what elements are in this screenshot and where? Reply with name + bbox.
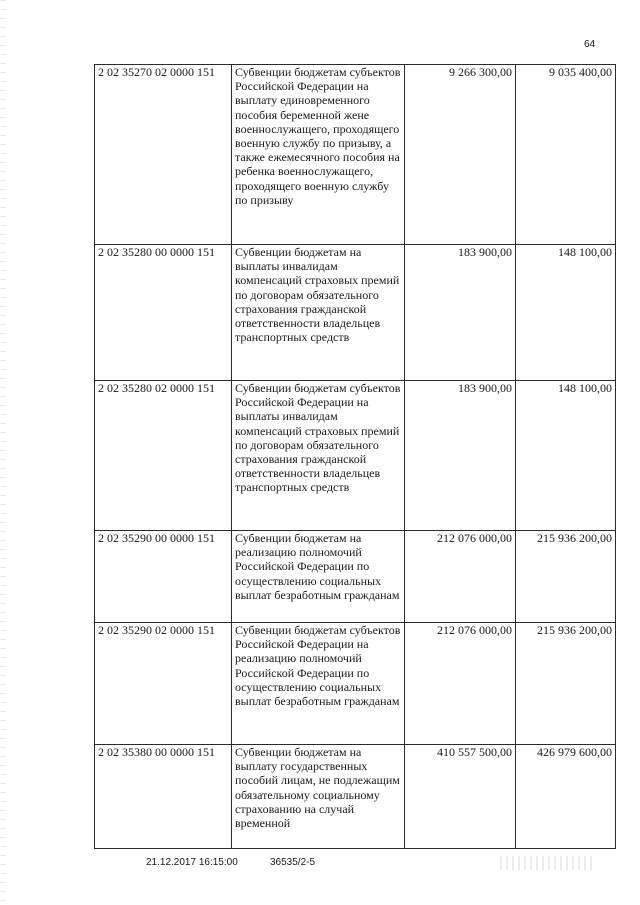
row-value-1: 212 076 000,00 bbox=[405, 531, 516, 623]
row-description: Субвенции бюджетам субъектов Российской Федерации на выплату единовременного пособия беременной жене военнослужащего, проходящего военную службу по призыву, а также ежемесячного пособия на ребенка военнослужащего, проходящего военную службу по призыву bbox=[232, 65, 405, 245]
row-code: 2 02 35280 00 0000 151 bbox=[95, 245, 232, 381]
table-row bbox=[95, 623, 616, 745]
table-row bbox=[95, 245, 616, 381]
row-value-1: 183 900,00 bbox=[405, 381, 516, 531]
row-code: 2 02 35290 02 0000 151 bbox=[95, 623, 232, 745]
row-description: Субвенции бюджетам на реализацию полномочий Российской Федерации по осуществлению социальных выплат безработным гражданам bbox=[232, 531, 405, 623]
row-code: 2 02 35380 00 0000 151 bbox=[95, 745, 232, 849]
row-code: 2 02 35290 00 0000 151 bbox=[95, 531, 232, 623]
budget-table bbox=[94, 64, 616, 849]
table-row bbox=[95, 531, 616, 623]
row-value-1: 183 900,00 bbox=[405, 245, 516, 381]
footer-document-id: 36535/2-5 bbox=[270, 857, 316, 868]
row-value-2: 148 100,00 bbox=[516, 381, 616, 531]
row-value-2: 9 035 400,00 bbox=[516, 65, 616, 245]
row-code: 2 02 35270 02 0000 151 bbox=[95, 65, 232, 245]
row-value-2: 215 936 200,00 bbox=[516, 531, 616, 623]
table-row bbox=[95, 65, 616, 245]
row-value-2: 215 936 200,00 bbox=[516, 623, 616, 745]
row-value-1: 410 557 500,00 bbox=[405, 745, 516, 849]
table-row bbox=[95, 381, 616, 531]
row-description: Субвенции бюджетам субъектов Российской Федерации на выплаты инвалидам компенсаций страховых премий по договорам обязательного страхования гражданской ответственности владельцев транспортных средств bbox=[232, 381, 405, 531]
row-value-1: 212 076 000,00 bbox=[405, 623, 516, 745]
scan-edge-artifact bbox=[0, 0, 6, 905]
row-value-1: 9 266 300,00 bbox=[405, 65, 516, 245]
row-value-2: 148 100,00 bbox=[516, 245, 616, 381]
row-description: Субвенции бюджетам субъектов Российской Федерации на реализацию полномочий Российской Федерации по осуществлению социальных выплат безработным гражданам bbox=[232, 623, 405, 745]
row-description: Субвенции бюджетам на выплаты инвалидам компенсаций страховых премий по договорам обязательного страхования гражданской ответственности владельцев транспортных средств bbox=[232, 245, 405, 381]
row-code: 2 02 35280 02 0000 151 bbox=[95, 381, 232, 531]
footer-datetime: 21.12.2017 16:15:00 bbox=[146, 857, 238, 868]
table-row bbox=[95, 745, 616, 849]
row-description: Субвенции бюджетам на выплату государственных пособий лицам, не подлежащим обязательному социальному страхованию на случай временной bbox=[232, 745, 405, 849]
row-value-2: 426 979 600,00 bbox=[516, 745, 616, 849]
scan-smudge-artifact bbox=[500, 856, 596, 870]
page-number: 64 bbox=[584, 39, 596, 50]
